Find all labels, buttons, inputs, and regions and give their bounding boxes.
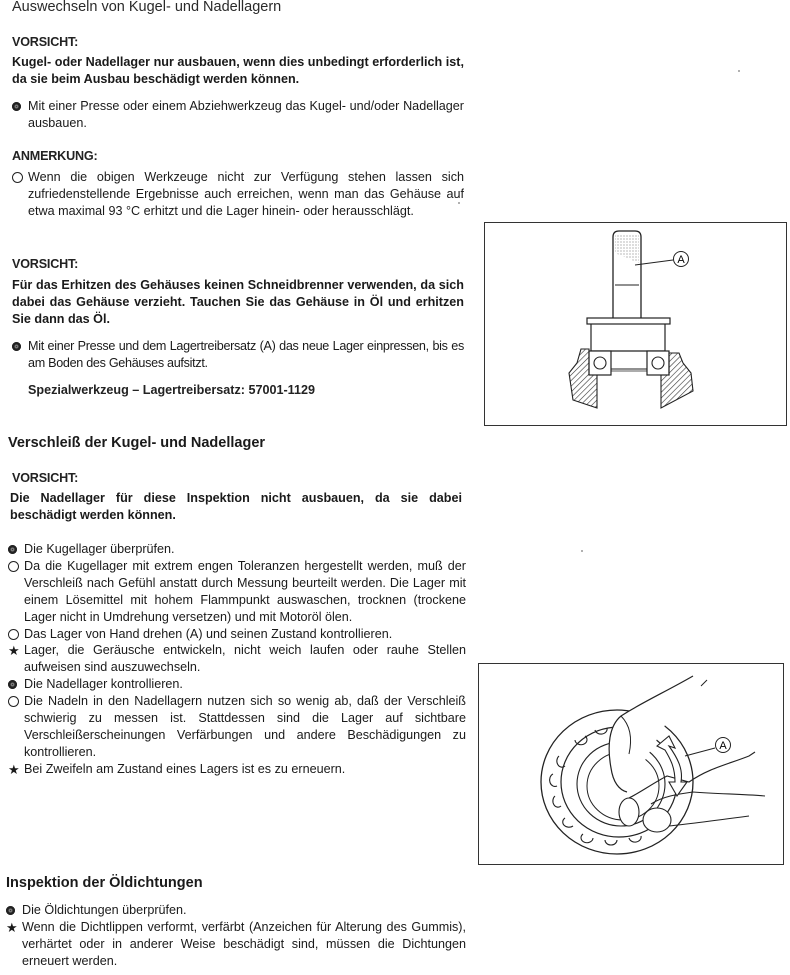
caution-text-3: Die Nadellager für diese Inspektion nicht ausbauen, da sie dabei beschädigt werden können. [10,491,462,522]
list-item-text: Die Nadellager kontrollieren. [24,677,183,692]
list-item-text: Wenn die Dichtlippen verformt, verfärbt (Anzeichen für Alterung des Gummis), verhärtet oder in anderer Weise beschädigt sind, müssen die Dichtungen erneuert werden. [22,919,466,968]
list-item [8,541,466,558]
caution-label-3: VORSICHT: [12,471,79,485]
step-bullet-icon [12,98,26,116]
step-bullet-icon [12,338,26,356]
list-item-text: Lager, die Geräusche entwickeln, nicht weich laufen oder rauhe Stellen aufweisen sind auszuwechseln. [24,643,466,675]
step-remove-bearing [12,98,464,132]
figure-bearing-driver [484,222,787,426]
list-item-text: Die Öldichtungen überprüfen. [22,903,187,917]
step-text: Mit einer Presse und dem Lagertreibersatz (A) das neue Lager einpressen, bis es am Boden des Gehäuses aufsitzt. [28,339,464,370]
step-text: Mit einer Presse oder einem Abziehwerkzeug das Kugel- und/oder Nadellager ausbauen. [28,99,464,130]
list-item [8,761,466,778]
list-item-text: Da die Kugellager mit extrem engen Toleranzen hergestellt werden, muß der Verschleiß nach Gefühl anstatt durch Messung beurteilt werden. Die Lager mit einem Lösemittel mit hohem Flammpunkt auswaschen, trocknen (trockene Lager nicht in Umdrehung versetzen) und mit Motoröl ölen. [24,558,466,624]
note-circle-icon [8,693,22,712]
caution-label-2: VORSICHT: [12,257,79,271]
step-bullet-icon [8,676,22,694]
wear-inspection-list [8,541,466,778]
list-item [8,626,466,643]
callout-a: A [677,254,685,266]
caution-text: Kugel- oder Nadellager nur ausbauen, wenn dies unbedingt erforderlich ist, da sie beim Ausbau beschädigt werden können. [12,55,464,86]
step-bullet-icon [6,902,20,920]
note-label: ANMERKUNG: [12,149,98,163]
note-circle-icon [8,558,22,577]
list-item [6,902,466,919]
step-bullet-icon [8,541,22,559]
list-item [8,642,466,676]
star-icon: ★ [8,643,20,659]
section-title-oil-seals: Inspektion der Öldichtungen [6,875,203,891]
note-text: Wenn die obigen Werkzeuge nicht zur Verfügung stehen lassen sich zufriedenstellende Ergebnisse auch erreichen, wenn man das Gehäuse auf etwa maximal 93 °C erhitzt und die Lager hinein- oder herausschlägt. [28,170,464,218]
list-item-text: Bei Zweifeln am Zustand eines Lagers ist es zu erneuern. [24,761,346,776]
star-icon: ★ [8,761,20,777]
list-item [6,919,466,970]
special-tool: Spezialwerkzeug – Lagertreibersatz: 57001-1129 [28,383,316,397]
figure-bearing-hand-check [478,663,784,865]
list-item-text: Die Nadeln in den Nadellagern nutzen sich so wenig ab, daß der Verschleiß schwierig zu messen ist. Stattdessen sind die Lager auf sichtbare Verschleißerscheinungen Verfärbungen und andere Beschädigungen zu kontrollieren. [24,694,466,759]
caution-label: VORSICHT: [12,35,79,49]
list-item [8,558,466,626]
callout-a: A [719,740,727,752]
list-item [8,693,466,761]
list-item [8,676,466,693]
list-item-text: Die Kugellager überprüfen. [24,542,175,556]
star-icon: ★ [6,919,18,935]
bearing-hand-check-illustration [479,664,783,864]
step-install-bearing [12,338,464,372]
section-title-wear: Verschleiß der Kugel- und Nadellager [8,435,266,451]
note-circle-icon [12,169,26,188]
oil-seal-list [6,902,466,970]
caution-text-2: Für das Erhitzen des Gehäuses keinen Schneidbrenner verwenden, da sich dabei das Gehäuse verzieht. Tauchen Sie das Gehäuse in Öl und erhitzen Sie dann das Öl. [12,278,464,326]
list-item-text: Das Lager von Hand drehen (A) und seinen Zustand kontrollieren. [24,626,393,641]
section-title-replace-bearings: Auswechseln von Kugel- und Nadellagern [12,0,282,15]
bearing-driver-illustration [485,223,786,425]
note-block [12,169,464,220]
